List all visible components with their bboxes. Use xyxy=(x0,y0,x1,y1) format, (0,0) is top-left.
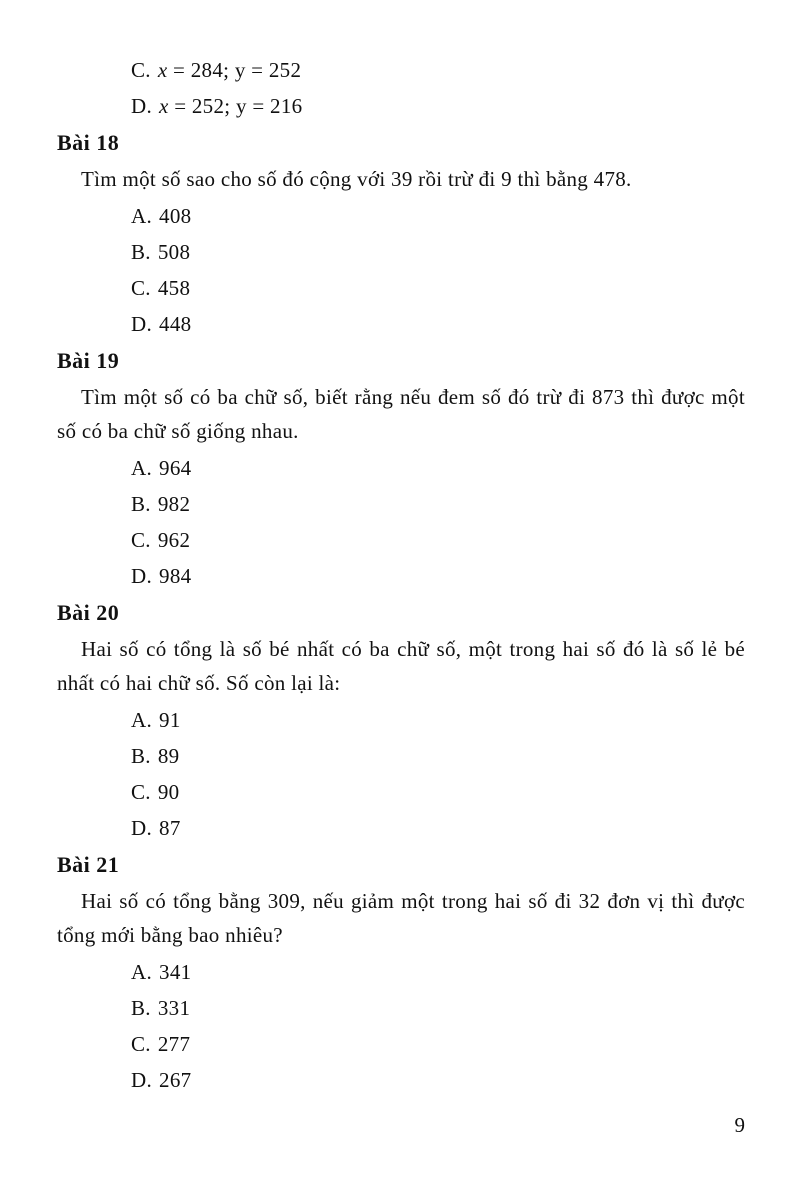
exercise-title: Bài 21 xyxy=(57,852,120,877)
option-label: C. xyxy=(131,276,151,300)
option-label: A. xyxy=(131,456,153,480)
carryover-options xyxy=(57,52,745,124)
page-number: 9 xyxy=(734,1113,745,1137)
variable-y: y xyxy=(234,58,246,82)
option-row xyxy=(131,810,745,846)
option-label: B. xyxy=(131,240,151,264)
exercise-section xyxy=(57,852,745,1098)
question-text: Hai số có tổng bằng 309, nếu giảm một trong hai số đi 32 đơn vị thì được tổng mới bằng bao nhiêu? xyxy=(57,889,745,947)
option-row xyxy=(131,198,745,234)
option-value: 408 xyxy=(159,204,192,228)
option-label: C. xyxy=(131,1032,151,1056)
option-value: 982 xyxy=(157,492,191,516)
option-row xyxy=(131,52,745,88)
option-value: 87 xyxy=(159,816,181,840)
option-label: C. xyxy=(131,780,151,804)
option-row xyxy=(131,1026,745,1062)
variable-x: x xyxy=(159,94,169,118)
option-label: D. xyxy=(131,1068,153,1092)
option-label: A. xyxy=(131,960,153,984)
option-value: 508 xyxy=(157,240,191,264)
exercise-title: Bài 18 xyxy=(57,130,120,155)
option-value: 89 xyxy=(157,744,180,768)
exercise-section xyxy=(57,600,745,846)
option-row xyxy=(131,522,745,558)
option-row xyxy=(131,702,745,738)
option-row xyxy=(131,306,745,342)
exercise-title: Bài 20 xyxy=(57,600,120,625)
equation-tail: = 216 xyxy=(246,94,303,118)
option-row xyxy=(131,774,745,810)
variable-x: x xyxy=(157,58,168,82)
question-text: Tìm một số có ba chữ số, biết rằng nếu đem số đó trừ đi 873 thì được một số có ba chữ số giống nhau. xyxy=(57,385,745,443)
option-value: 964 xyxy=(159,456,192,480)
option-row xyxy=(131,88,745,124)
option-value: 458 xyxy=(157,276,191,300)
option-value: 984 xyxy=(159,564,192,588)
equation-tail: = 252 xyxy=(245,58,302,82)
question-text: Tìm một số sao cho số đó cộng với 39 rồi trừ đi 9 thì bằng 478. xyxy=(81,167,632,191)
option-label: C. xyxy=(131,528,151,552)
variable-y: y xyxy=(235,94,247,118)
equation-mid: = 284; xyxy=(167,58,235,82)
option-row xyxy=(131,738,745,774)
option-label: B. xyxy=(131,996,151,1020)
exercise-section xyxy=(57,130,745,342)
option-row xyxy=(131,558,745,594)
option-value: 331 xyxy=(157,996,191,1020)
option-row xyxy=(131,234,745,270)
option-label: D. xyxy=(131,564,153,588)
option-row xyxy=(131,486,745,522)
option-value: 341 xyxy=(159,960,192,984)
option-value: 90 xyxy=(157,780,180,804)
option-label: C. xyxy=(131,58,151,82)
option-value: 448 xyxy=(159,312,192,336)
option-row xyxy=(131,1062,745,1098)
option-row xyxy=(131,954,745,990)
option-value: 91 xyxy=(159,708,181,732)
exercise-section xyxy=(57,348,745,594)
option-value: 267 xyxy=(159,1068,192,1092)
equation-mid: = 252; xyxy=(168,94,236,118)
option-label: D. xyxy=(131,94,153,118)
option-label: A. xyxy=(131,708,153,732)
question-text: Hai số có tổng là số bé nhất có ba chữ số, một trong hai số đó là số lẻ bé nhất có hai chữ số. Số còn lại là: xyxy=(57,637,745,695)
option-label: B. xyxy=(131,492,151,516)
option-row xyxy=(131,990,745,1026)
option-row xyxy=(131,450,745,486)
option-value: 277 xyxy=(157,1032,191,1056)
exercise-title: Bài 19 xyxy=(57,348,120,373)
option-label: B. xyxy=(131,744,151,768)
option-label: A. xyxy=(131,204,153,228)
option-label: D. xyxy=(131,312,153,336)
option-row xyxy=(131,270,745,306)
option-value: 962 xyxy=(157,528,191,552)
option-label: D. xyxy=(131,816,153,840)
